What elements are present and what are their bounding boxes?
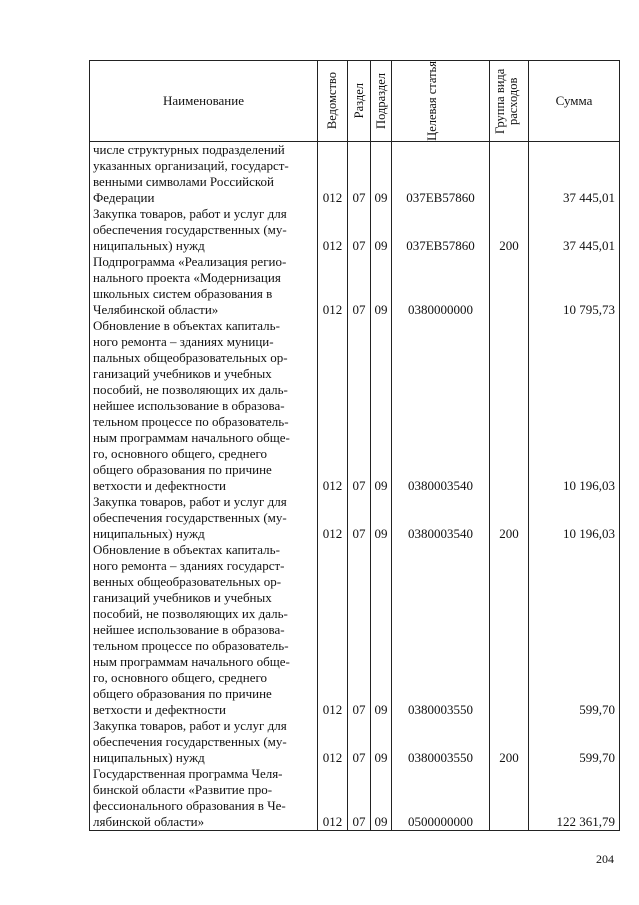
row-name: Закупка товаров, работ и услуг для обеспечения государственных (му- ниципальных) нужд <box>90 718 318 766</box>
row-summa: 599,70 <box>529 718 620 766</box>
row-summa: 10 196,03 <box>529 494 620 542</box>
row-podrazdel: 09 <box>371 718 392 766</box>
row-gruppa <box>490 766 529 831</box>
header-vedomstvo: Ведомство <box>318 61 348 142</box>
row-podrazdel: 09 <box>371 206 392 254</box>
header-summa: Сумма <box>529 61 620 142</box>
row-gruppa: 200 <box>490 718 529 766</box>
table-row <box>90 494 620 542</box>
row-vedomstvo: 012 <box>318 494 348 542</box>
row-vedomstvo: 012 <box>318 318 348 494</box>
row-summa: 10 795,73 <box>529 254 620 318</box>
row-gruppa <box>490 542 529 718</box>
table-row <box>90 718 620 766</box>
table-row <box>90 766 620 831</box>
row-razdel: 07 <box>348 766 371 831</box>
row-celevaya-statya: 0500000000 <box>392 766 490 831</box>
header-podrazdel: Подраздел <box>371 61 392 142</box>
row-podrazdel: 09 <box>371 254 392 318</box>
row-gruppa <box>490 254 529 318</box>
row-celevaya-statya: 0380000000 <box>392 254 490 318</box>
row-summa: 37 445,01 <box>529 206 620 254</box>
row-name: Закупка товаров, работ и услуг для обеспечения государственных (му- ниципальных) нужд <box>90 494 318 542</box>
table-row <box>90 142 620 207</box>
row-podrazdel: 09 <box>371 542 392 718</box>
header-gruppa-vida-rashodov: Группа вида расходов <box>490 61 529 142</box>
row-vedomstvo: 012 <box>318 142 348 207</box>
row-vedomstvo: 012 <box>318 542 348 718</box>
row-name: Подпрограмма «Реализация регио- нального проекта «Модернизация школьных систем образования в Челябинской области» <box>90 254 318 318</box>
row-summa: 37 445,01 <box>529 142 620 207</box>
row-name: Обновление в объектах капиталь- ного ремонта – зданиях муници- пальных общеобразовательных ор- ганизаций учебников и учебных пособий, не позволяющих их даль- нейшее использование в образова- тельном процессе по образователь- ным программам начального обще- го, основного общего, среднего общего образования по причине ветхости и дефектности <box>90 318 318 494</box>
row-vedomstvo: 012 <box>318 718 348 766</box>
header-name: Наименование <box>90 61 318 142</box>
row-celevaya-statya: 0380003540 <box>392 318 490 494</box>
row-celevaya-statya: 037EB57860 <box>392 206 490 254</box>
header-celevaya-statya: Целевая статья <box>392 61 490 142</box>
row-summa: 599,70 <box>529 542 620 718</box>
row-name: Закупка товаров, работ и услуг для обеспечения государственных (му- ниципальных) нужд <box>90 206 318 254</box>
row-razdel: 07 <box>348 254 371 318</box>
budget-table <box>89 60 620 831</box>
row-razdel: 07 <box>348 142 371 207</box>
table-header-row <box>90 61 620 142</box>
row-celevaya-statya: 0380003540 <box>392 494 490 542</box>
row-summa: 10 196,03 <box>529 318 620 494</box>
row-name: Обновление в объектах капиталь- ного ремонта – зданиях государст- венных общеобразовательных ор- ганизаций учебников и учебных пособий, не позволяющих их даль- нейшее использование в образова- тельном процессе по образователь- ным программам начального обще- го, основного общего, среднего общего образования по причине ветхости и дефектности <box>90 542 318 718</box>
row-razdel: 07 <box>348 206 371 254</box>
row-razdel: 07 <box>348 494 371 542</box>
row-celevaya-statya: 0380003550 <box>392 718 490 766</box>
row-celevaya-statya: 0380003550 <box>392 542 490 718</box>
row-gruppa: 200 <box>490 494 529 542</box>
row-podrazdel: 09 <box>371 494 392 542</box>
table-row <box>90 254 620 318</box>
table-row <box>90 206 620 254</box>
row-vedomstvo: 012 <box>318 254 348 318</box>
row-vedomstvo: 012 <box>318 206 348 254</box>
row-razdel: 07 <box>348 542 371 718</box>
row-summa: 122 361,79 <box>529 766 620 831</box>
row-podrazdel: 09 <box>371 142 392 207</box>
header-razdel: Раздел <box>348 61 371 142</box>
row-celevaya-statya: 037EB57860 <box>392 142 490 207</box>
table-row <box>90 542 620 718</box>
table-row <box>90 318 620 494</box>
row-name: числе структурных подразделений указанных организаций, государст- венными символами Российской Федерации <box>90 142 318 207</box>
row-gruppa <box>490 318 529 494</box>
row-razdel: 07 <box>348 718 371 766</box>
row-vedomstvo: 012 <box>318 766 348 831</box>
row-name: Государственная программа Челя- бинской области «Развитие про- фессионального образования в Че- лябинской области» <box>90 766 318 831</box>
page-number: 204 <box>596 852 614 866</box>
row-razdel: 07 <box>348 318 371 494</box>
row-podrazdel: 09 <box>371 318 392 494</box>
row-gruppa <box>490 142 529 207</box>
row-gruppa: 200 <box>490 206 529 254</box>
row-podrazdel: 09 <box>371 766 392 831</box>
